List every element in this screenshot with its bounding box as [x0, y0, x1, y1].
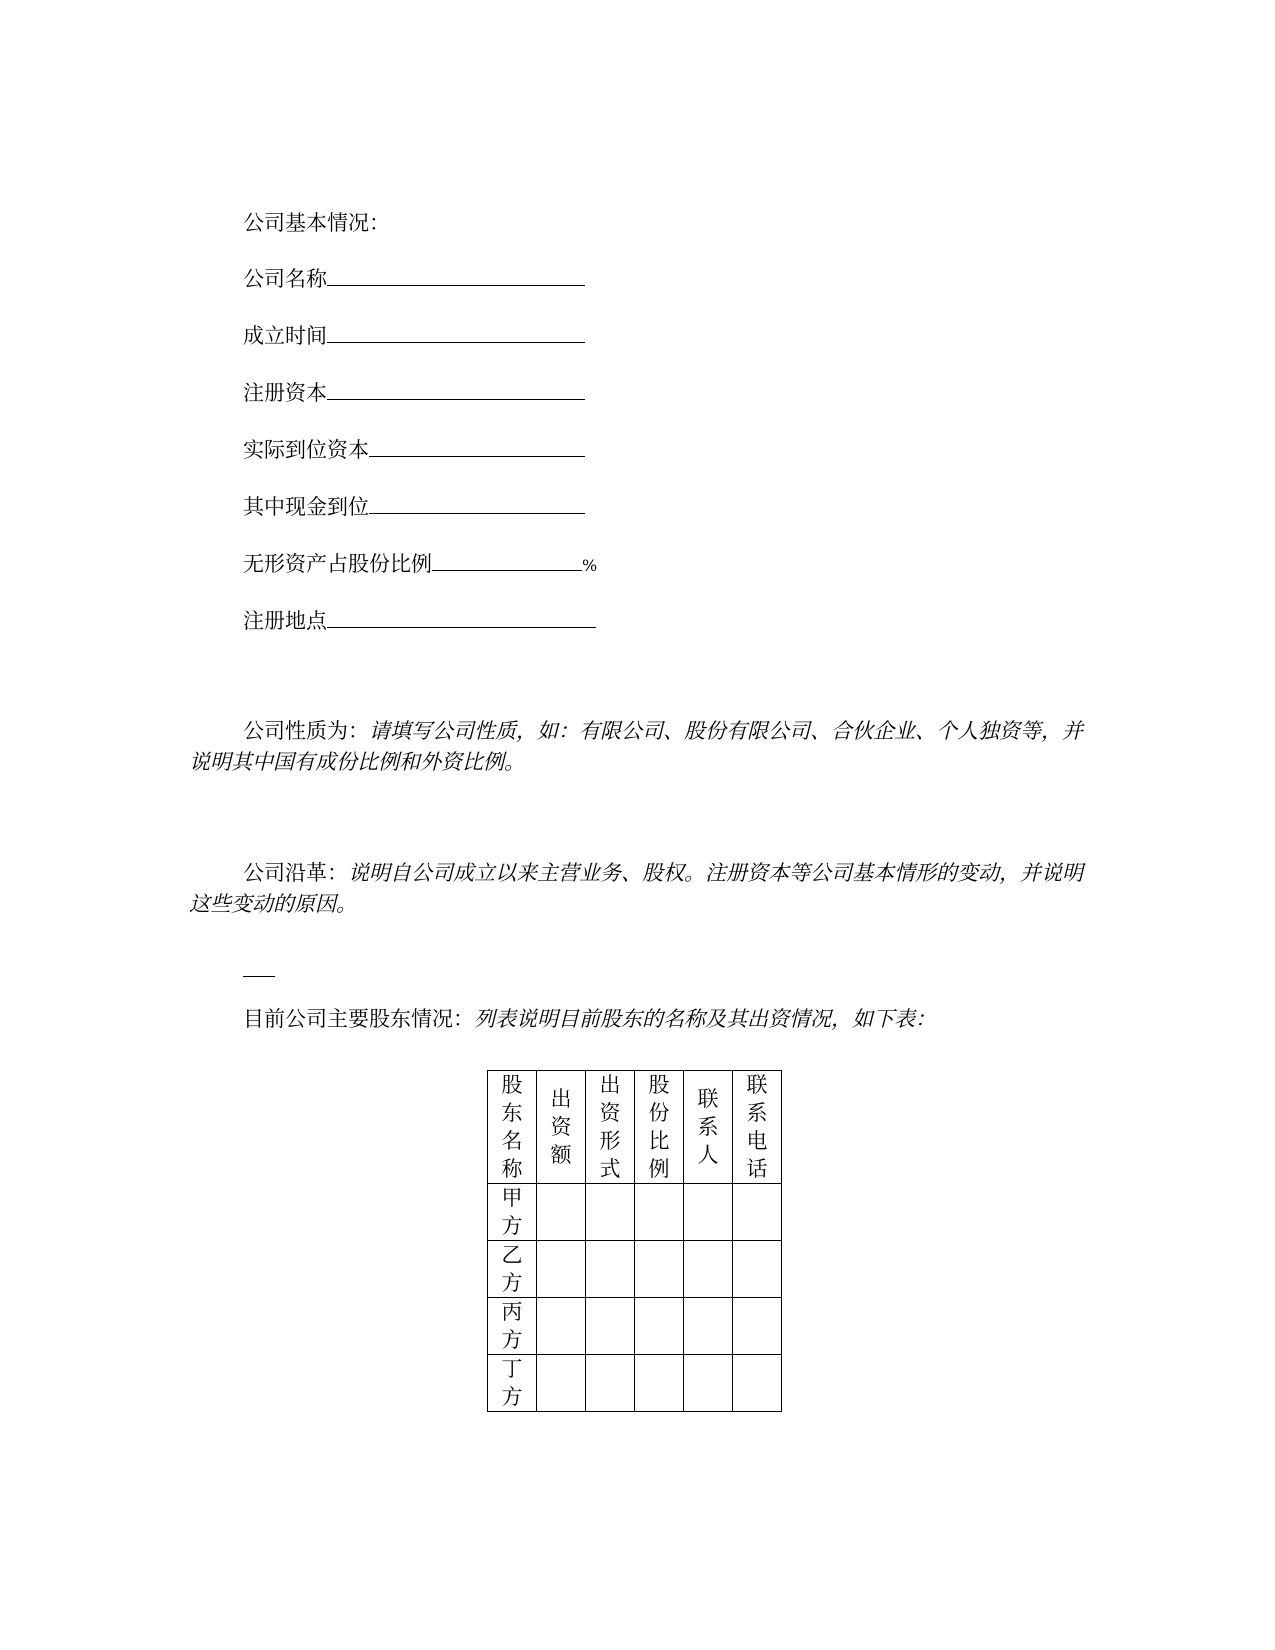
table-row	[488, 1298, 782, 1355]
header-cell-contact-phone: 联系电话	[733, 1071, 782, 1184]
table-cell[interactable]	[684, 1241, 733, 1298]
table-cell[interactable]	[537, 1355, 586, 1412]
table-cell[interactable]	[635, 1241, 684, 1298]
paid-in-capital-blank[interactable]	[369, 438, 585, 457]
table-cell[interactable]	[635, 1355, 684, 1412]
cash-paid-in-field[interactable]	[243, 493, 585, 521]
registered-address-blank[interactable]	[327, 609, 596, 628]
intangible-ratio-blank[interactable]	[432, 552, 582, 571]
table-cell[interactable]	[733, 1184, 782, 1241]
registered-address-field[interactable]	[243, 607, 596, 635]
table-cell[interactable]	[586, 1241, 635, 1298]
percent-sign: %	[582, 556, 598, 575]
table-cell[interactable]	[537, 1184, 586, 1241]
table-cell[interactable]	[537, 1298, 586, 1355]
founding-date-blank[interactable]	[327, 324, 585, 343]
row-label-cell: 甲方	[488, 1184, 537, 1241]
cash-paid-in-blank[interactable]	[369, 495, 585, 514]
short-divider	[243, 976, 275, 977]
company-history-label: 公司沿革：	[243, 861, 348, 885]
table-cell[interactable]	[537, 1241, 586, 1298]
table-cell[interactable]	[733, 1298, 782, 1355]
table-row	[488, 1241, 782, 1298]
paid-in-capital-field[interactable]	[243, 436, 585, 464]
shareholders-heading	[243, 1005, 936, 1033]
company-history-paragraph	[189, 858, 1089, 920]
table-cell[interactable]	[684, 1355, 733, 1412]
table-cell[interactable]	[684, 1184, 733, 1241]
company-name-blank[interactable]	[327, 267, 585, 286]
intangible-ratio-label: 无形资产占股份比例	[243, 552, 432, 576]
table-header-row	[488, 1071, 782, 1184]
table-cell[interactable]	[586, 1184, 635, 1241]
company-nature-label: 公司性质为：	[243, 719, 369, 743]
table-row	[488, 1184, 782, 1241]
registered-capital-blank[interactable]	[327, 381, 585, 400]
table-cell[interactable]	[586, 1298, 635, 1355]
registered-capital-field[interactable]	[243, 379, 585, 407]
row-label-cell: 丁方	[488, 1355, 537, 1412]
table-cell[interactable]	[733, 1355, 782, 1412]
intangible-ratio-field[interactable]	[243, 550, 597, 580]
registered-address-label: 注册地点	[243, 609, 327, 633]
cash-paid-in-label: 其中现金到位	[243, 495, 369, 519]
row-label-cell: 丙方	[488, 1298, 537, 1355]
paid-in-capital-label: 实际到位资本	[243, 438, 369, 462]
company-nature-paragraph	[189, 716, 1089, 778]
basic-info-heading: 公司基本情况：	[243, 211, 390, 235]
table-cell[interactable]	[635, 1184, 684, 1241]
founding-date-field[interactable]	[243, 322, 585, 350]
company-name-field[interactable]	[243, 265, 585, 293]
company-name-label: 公司名称	[243, 267, 327, 291]
header-cell-share-ratio: 股份比例	[635, 1071, 684, 1184]
table-row	[488, 1355, 782, 1412]
founding-date-label: 成立时间	[243, 324, 327, 348]
header-cell-shareholder-name: 股东名称	[488, 1071, 537, 1184]
shareholders-table	[487, 1070, 782, 1412]
registered-capital-label: 注册资本	[243, 381, 327, 405]
table-cell[interactable]	[684, 1298, 733, 1355]
shareholders-instruction: 列表说明目前股东的名称及其出资情况，如下表：	[474, 1007, 936, 1031]
table-cell[interactable]	[586, 1355, 635, 1412]
header-cell-contact-person: 联系人	[684, 1071, 733, 1184]
header-cell-contribution-amount: 出资额	[537, 1071, 586, 1184]
company-history-instruction: 说明自公司成立以来主营业务、股权。注册资本等公司基本情形的变动，并说明这些变动的原因。	[189, 861, 1083, 916]
table-cell[interactable]	[635, 1298, 684, 1355]
company-nature-instruction: 请填写公司性质，如：有限公司、股份有限公司、合伙企业、个人独资等，并说明其中国有成份比例和外资比例。	[189, 719, 1083, 774]
row-label-cell: 乙方	[488, 1241, 537, 1298]
shareholders-label: 目前公司主要股东情况：	[243, 1007, 474, 1031]
header-cell-contribution-form: 出资形式	[586, 1071, 635, 1184]
table-cell[interactable]	[733, 1241, 782, 1298]
